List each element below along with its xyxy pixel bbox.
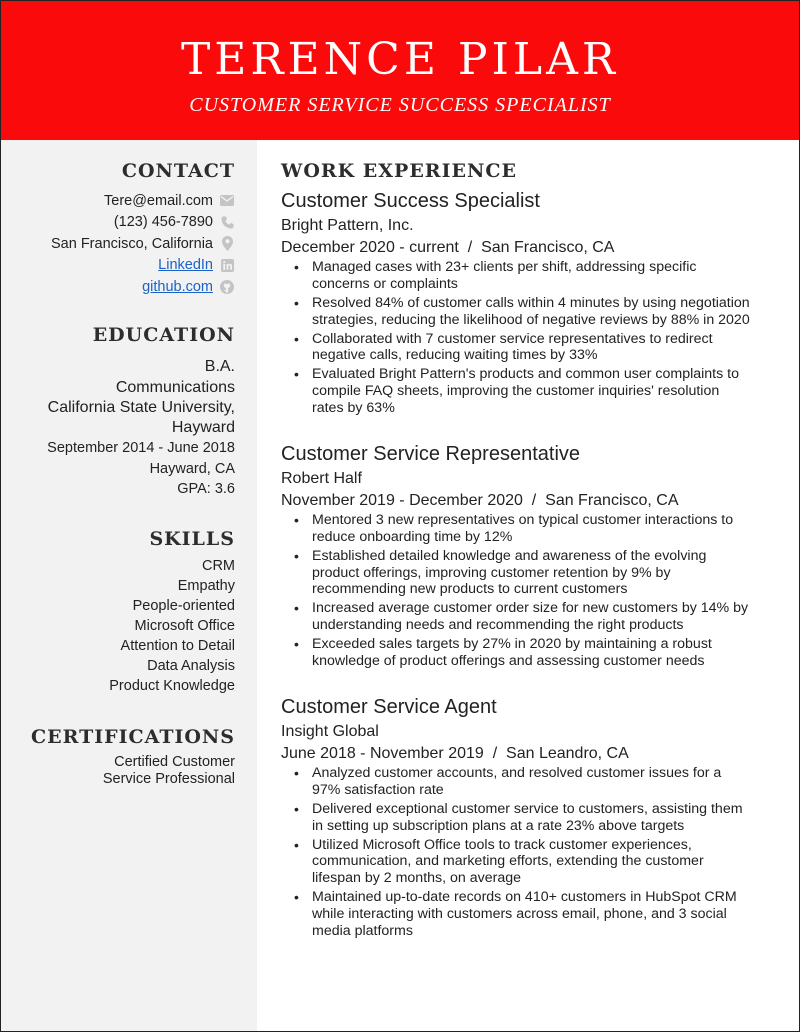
job-bullet: • Collaborated with 7 customer service representatives to redirect negative calls, reducing waiting times by 33% bbox=[281, 331, 751, 365]
job-company: Insight Global bbox=[281, 723, 379, 740]
skills-heading: SKILLS bbox=[149, 528, 235, 550]
job-bullets bbox=[281, 512, 751, 670]
job-dates: November 2019 - December 2020 bbox=[281, 492, 523, 509]
job-bullet: • Increased average customer order size for new customers by 14% by understanding needs and recommending the right products bbox=[281, 600, 751, 634]
job-bullets bbox=[281, 765, 751, 940]
job-dates-line: June 2018 - November 2019 / San Leandro, CA bbox=[281, 745, 629, 762]
github-icon bbox=[219, 280, 235, 294]
job-title: Customer Success Specialist bbox=[281, 190, 540, 212]
envelope-icon bbox=[219, 195, 235, 206]
job-company: Bright Pattern, Inc. bbox=[281, 217, 414, 234]
job-dates-line: November 2019 - December 2020 / San Francisco, CA bbox=[281, 492, 679, 509]
contact-email bbox=[15, 190, 235, 212]
work-experience-heading: WORK EXPERIENCE bbox=[281, 160, 517, 182]
skills-section bbox=[15, 528, 235, 696]
resume-header bbox=[1, 1, 799, 140]
job-dates: December 2020 - current bbox=[281, 239, 459, 256]
education-degree: B.A. bbox=[204, 358, 235, 375]
linkedin-icon bbox=[219, 259, 235, 272]
skill-item: Empathy bbox=[177, 578, 235, 594]
contact-heading: CONTACT bbox=[121, 160, 235, 182]
phone-icon bbox=[219, 216, 235, 229]
job-bullet: • Evaluated Bright Pattern's products and common user complaints to compile FAQ sheets, improving the customer inquiries' resolution rates by 63% bbox=[281, 366, 751, 416]
candidate-name: TERENCE PILAR bbox=[180, 34, 620, 85]
job-bullet: • Delivered exceptional customer service to customers, assisting them in setting up subscription plans at a rate 23% above targets bbox=[281, 801, 751, 835]
education-gpa: GPA: 3.6 bbox=[177, 481, 235, 497]
candidate-role: CUSTOMER SERVICE SUCCESS SPECIALIST bbox=[189, 94, 611, 116]
education-heading: EDUCATION bbox=[92, 324, 235, 346]
job-bullet: • Mentored 3 new representatives on typical customer interactions to reduce onboarding time by 12% bbox=[281, 512, 751, 546]
map-pin-icon bbox=[219, 236, 235, 251]
job-bullet: • Analyzed customer accounts, and resolved customer issues for a 97% satisfaction rate bbox=[281, 765, 751, 799]
job-entry bbox=[281, 189, 751, 419]
skill-item: People-oriented bbox=[132, 598, 235, 614]
education-school: California State University, Hayward bbox=[47, 399, 235, 436]
contact-linkedin bbox=[15, 255, 235, 277]
job-location: San Francisco, CA bbox=[481, 239, 615, 256]
contact-section bbox=[15, 160, 235, 298]
job-entry bbox=[281, 442, 751, 672]
job-dates: June 2018 - November 2019 bbox=[281, 745, 484, 762]
job-bullet: • Resolved 84% of customer calls within 4 minutes by using negotiation strategies, reducing the likelihood of negative reviews by 88% in 2020 bbox=[281, 295, 751, 329]
job-company: Robert Half bbox=[281, 470, 362, 487]
phone-text: (123) 456-7890 bbox=[113, 214, 213, 231]
skill-item: Product Knowledge bbox=[109, 678, 235, 694]
education-section bbox=[15, 324, 235, 500]
location-text: San Francisco, California bbox=[51, 235, 213, 252]
job-title: Customer Service Agent bbox=[281, 696, 497, 718]
education-major: Communications bbox=[115, 379, 235, 396]
job-bullets bbox=[281, 259, 751, 417]
education-location: Hayward, CA bbox=[149, 460, 235, 477]
job-bullet: • Utilized Microsoft Office tools to track customer experiences, communication, and marketing efforts, extending the customer lifespan by 2 months, on average bbox=[281, 837, 751, 887]
job-entry bbox=[281, 695, 751, 942]
certification-item: Certified Customer Service Professional bbox=[102, 754, 235, 787]
certifications-heading: CERTIFICATIONS bbox=[31, 726, 235, 748]
certifications-section bbox=[15, 726, 235, 788]
skill-item: CRM bbox=[201, 558, 235, 574]
linkedin-link[interactable]: LinkedIn bbox=[158, 257, 213, 274]
job-bullet: • Maintained up-to-date records on 410+ customers in HubSpot CRM while interacting with customers across email, phone, and 3 social media platforms bbox=[281, 889, 751, 939]
skill-item: Microsoft Office bbox=[134, 618, 235, 634]
education-dates: September 2014 - June 2018 bbox=[47, 440, 235, 456]
job-dates-line: December 2020 - current / San Francisco, CA bbox=[281, 239, 615, 256]
github-link[interactable]: github.com bbox=[142, 278, 213, 295]
job-location: San Leandro, CA bbox=[506, 745, 629, 762]
contact-phone bbox=[15, 212, 235, 234]
contact-location bbox=[15, 233, 235, 255]
contact-github bbox=[15, 276, 235, 298]
job-bullet: • Exceeded sales targets by 27% in 2020 by maintaining a robust knowledge of product offerings and assessing customer needs bbox=[281, 636, 751, 670]
job-title: Customer Service Representative bbox=[281, 443, 581, 465]
skill-item: Data Analysis bbox=[147, 658, 235, 674]
job-bullet: • Managed cases with 23+ clients per shift, addressing specific concerns or complaints bbox=[281, 259, 751, 293]
job-location: San Francisco, CA bbox=[545, 492, 679, 509]
job-bullet: • Established detailed knowledge and awareness of the evolving product offerings, improving customer retention by 9% by recommending new products to current customers bbox=[281, 548, 751, 598]
sidebar bbox=[1, 140, 257, 1031]
skill-item: Attention to Detail bbox=[120, 638, 235, 654]
email-text: Tere@email.com bbox=[104, 192, 213, 209]
